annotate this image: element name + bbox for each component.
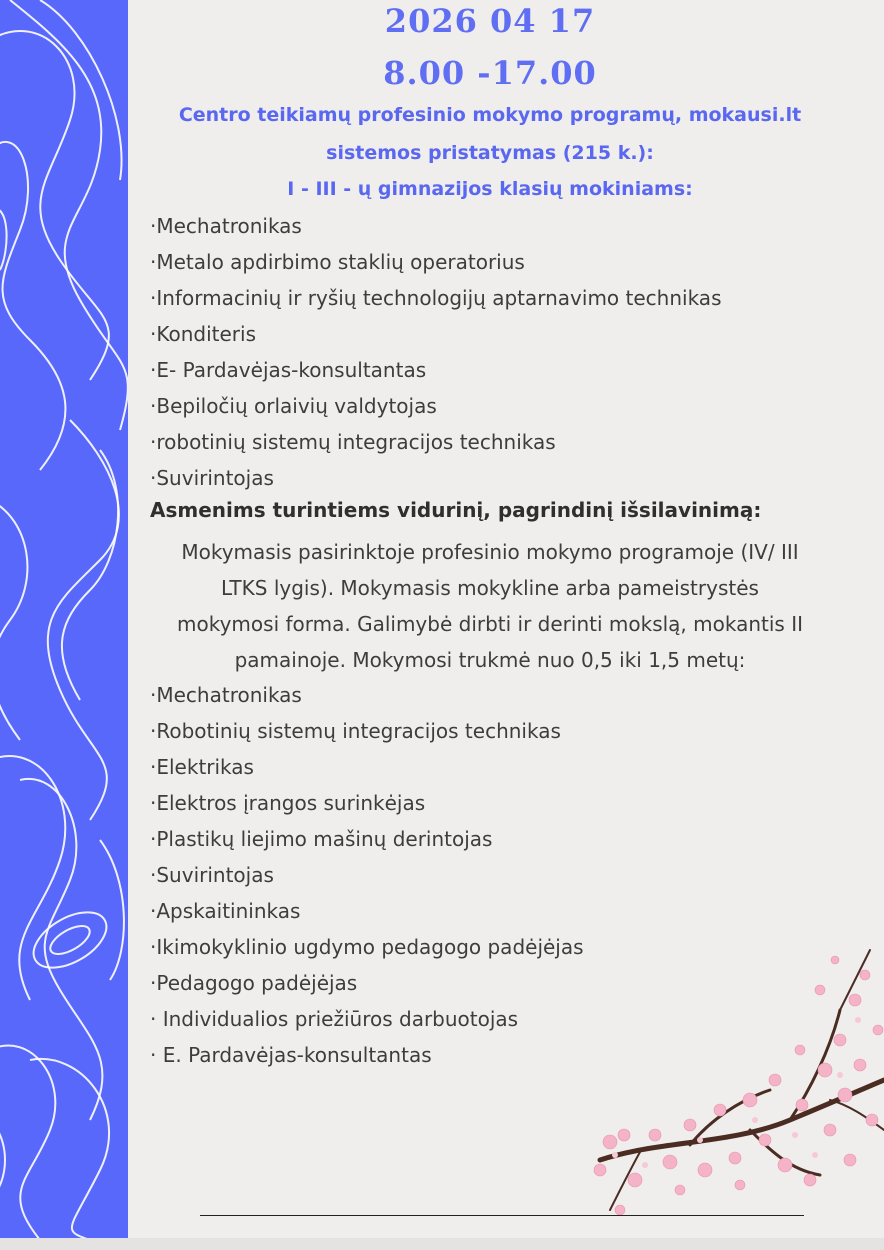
list-item: ·Robotinių sistemų integracijos technikas	[150, 719, 561, 743]
list-item: ·Suvirintojas	[150, 466, 274, 490]
list-item: ·Plastikų liejimo mašinų derintojas	[150, 827, 493, 851]
list-item: ·Pedagogo padėjėjas	[150, 971, 358, 995]
students-program-list	[150, 208, 721, 496]
list-item: ·robotinių sistemų integracijos technikas	[150, 430, 556, 454]
description-line: Mokymasis pasirinktoje profesinio mokymo programoje (IV/ III	[181, 540, 799, 564]
bottom-strip	[0, 1238, 884, 1250]
list-item: ·Mechatronikas	[150, 214, 302, 238]
event-time: 8.00 -17.00	[383, 54, 597, 92]
list-item: ·Konditeris	[150, 322, 256, 346]
description-line: pamainoje. Mokymosi trukmė nuo 0,5 iki 1,5 metų:	[234, 648, 746, 672]
list-item: ·Mechatronikas	[150, 683, 302, 707]
list-item: ·Metalo apdirbimo staklių operatorius	[150, 250, 525, 274]
cherry-blossom-branch-icon	[540, 930, 884, 1230]
description-line: mokymosi forma. Galimybė dirbti ir derinti mokslą, mokantis II	[177, 612, 803, 636]
list-item: ·Informacinių ir ryšių technologijų aptarnavimo technikas	[150, 286, 722, 310]
list-item: ·Apskaitininkas	[150, 899, 301, 923]
list-item: ·Elektros įrangos surinkėjas	[150, 791, 426, 815]
intro-line-3: I - III - ų gimnazijos klasių mokiniams:	[287, 178, 693, 200]
intro-line-2: sistemos pristatymas (215 k.):	[326, 142, 654, 164]
description-line: LTKS lygis). Mokymasis mokykline arba pameistrystės	[221, 576, 759, 600]
list-item: ·Elektrikas	[150, 755, 254, 779]
decorative-side-band	[0, 0, 128, 1238]
adults-program-list	[150, 677, 584, 1073]
topographic-lines-pattern	[0, 0, 128, 1238]
list-item: · Individualios priežiūros darbuotojas	[150, 1007, 519, 1031]
list-item: ·Suvirintojas	[150, 863, 274, 887]
list-item: ·Ikimokyklinio ugdymo pedagogo padėjėjas	[150, 935, 584, 959]
intro-line-1: Centro teikiamų profesinio mokymo programų, mokausi.lt	[178, 104, 802, 126]
list-item: · E. Pardavėjas-konsultantas	[150, 1043, 432, 1067]
adults-heading: Asmenims turintiems vidurinį, pagrindinį išsilavinimą:	[150, 498, 762, 522]
event-date: 2026 04 17	[384, 2, 596, 40]
footer-divider	[200, 1215, 804, 1216]
list-item: ·E- Pardavėjas-konsultantas	[150, 358, 427, 382]
adults-description	[140, 534, 840, 678]
list-item: ·Bepiločių orlaivių valdytojas	[150, 394, 437, 418]
